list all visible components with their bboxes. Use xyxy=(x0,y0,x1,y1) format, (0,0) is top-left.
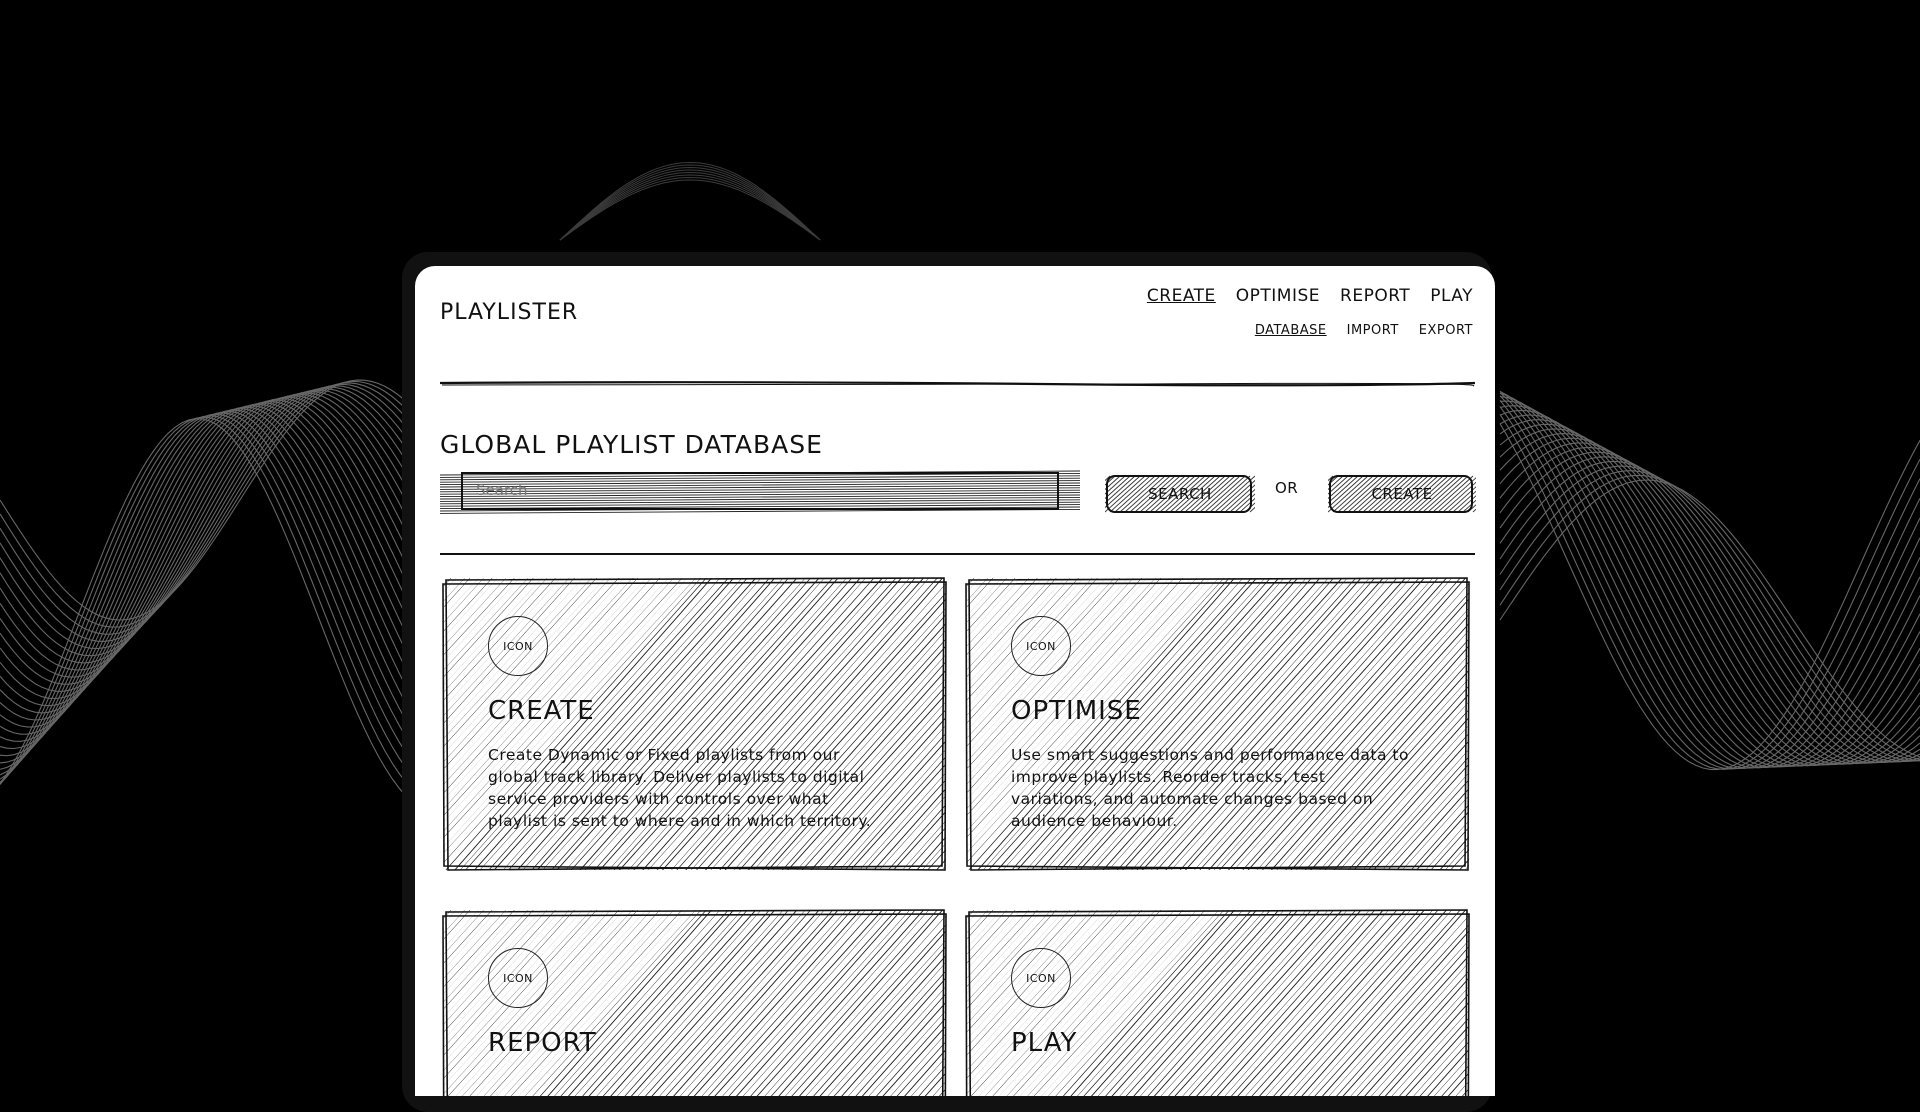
search-button[interactable] xyxy=(1105,472,1255,516)
sub-nav xyxy=(1255,323,1473,338)
subnav-database[interactable]: DATABASE xyxy=(1254,323,1327,338)
create-button[interactable] xyxy=(1328,472,1476,516)
card-title: CREATE xyxy=(488,696,595,726)
main-nav xyxy=(1147,286,1473,306)
app-window xyxy=(415,266,1495,1096)
search-input[interactable] xyxy=(460,474,1066,506)
nav-optimise[interactable]: OPTIMISE xyxy=(1235,286,1321,306)
create-icon: ICON xyxy=(488,616,548,676)
subnav-export[interactable]: EXPORT xyxy=(1418,323,1473,338)
page-title: GLOBAL PLAYLIST DATABASE xyxy=(440,430,823,459)
create-button-label: CREATE xyxy=(1371,485,1433,503)
card-create[interactable] xyxy=(440,574,950,874)
search-field[interactable] xyxy=(440,470,1080,514)
card-title: PLAY xyxy=(1011,1028,1078,1058)
card-optimise[interactable] xyxy=(963,574,1473,874)
app-logo[interactable]: PLAYLISTER xyxy=(440,300,579,325)
nav-create[interactable]: CREATE xyxy=(1146,286,1216,306)
or-label: OR xyxy=(1275,479,1299,497)
report-icon: ICON xyxy=(488,948,548,1008)
card-title: OPTIMISE xyxy=(1011,696,1142,726)
nav-play[interactable]: PLAY xyxy=(1430,286,1473,306)
search-button-label: SEARCH xyxy=(1148,485,1212,503)
card-title: REPORT xyxy=(488,1028,597,1058)
search-divider xyxy=(440,551,1475,557)
card-report[interactable] xyxy=(440,906,950,1096)
play-icon: ICON xyxy=(1011,948,1071,1008)
nav-report[interactable]: REPORT xyxy=(1340,286,1411,306)
card-description: Use smart suggestions and performance data to improve playlists. Reorder tracks, test variations, and automate changes based on audience behaviour. xyxy=(1011,746,1409,830)
card-description: Create Dynamic or Fixed playlists from our global track library. Deliver playlists to digital service providers with controls over what playlist is sent to where and in which territory. xyxy=(488,746,872,830)
card-play[interactable] xyxy=(963,906,1473,1096)
header-divider xyxy=(440,380,1475,388)
subnav-import[interactable]: IMPORT xyxy=(1346,323,1399,338)
optimise-icon: ICON xyxy=(1011,616,1071,676)
